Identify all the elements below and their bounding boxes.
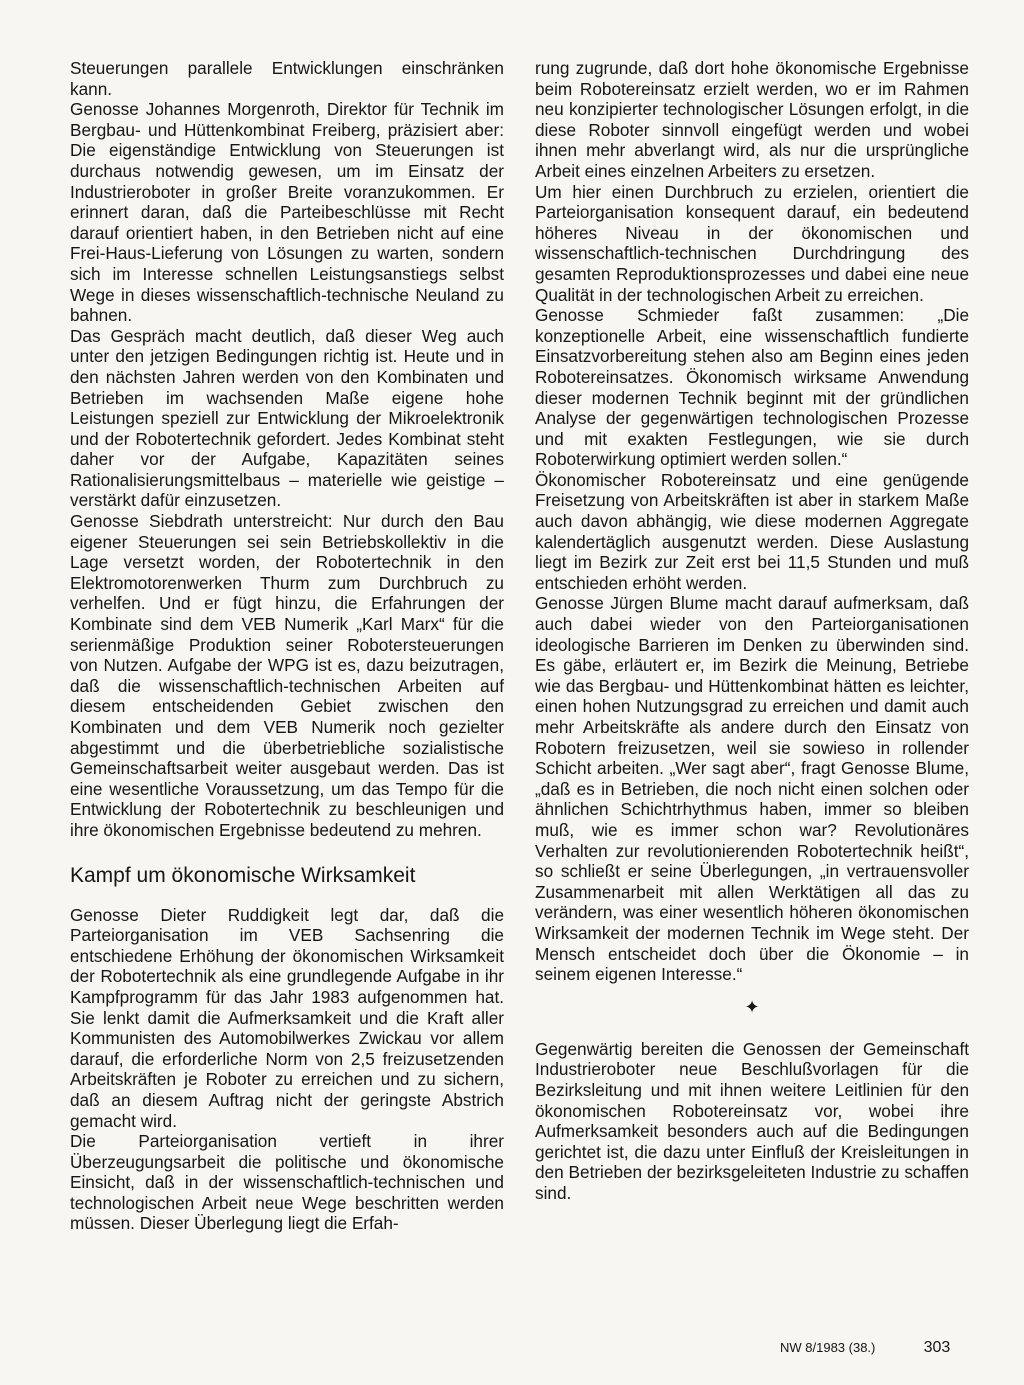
issue-label: NW 8/1983 (38.) xyxy=(780,1340,876,1355)
paragraph: Ökonomischer Robotereinsatz und eine genügende Freisetzung von Arbeitskräften ist aber in starkem Maße auch davon abhängig, wie diese modernen Aggregate kalendertäglich ausgenutzt werden. Diese Auslastung liegt im Bezirk zur Zeit erst bei 11,5 Stunden und muß entschieden erhöht werden. xyxy=(535,469,969,593)
paragraph: Genosse Johannes Morgenroth, Direktor für Technik im Bergbau- und Hüttenkombinat Freiberg, präzisiert aber: Die eigenständige Entwicklung von Steuerungen ist durchaus notwendig gewesen, um im Einsatz der Industrieroboter in großer Breite voranzukommen. Er erinnert daran, daß die Parteibeschlüsse mit Recht darauf orientiert haben, in den Betrieben nicht auf eine Frei-Haus-Lieferung von Lösungen zu warten, sondern sich im Interesse schnellen Leistungsanstiegs selbst Wege in dieses wissenschaftlich-technische Neuland zu bahnen. xyxy=(70,99,504,326)
paragraph: Steuerungen parallele Entwicklungen einschränken kann. xyxy=(70,58,504,99)
paragraph: Gegenwärtig bereiten die Genossen der Gemeinschaft Industrieroboter neue Beschlußvorlagen für die Bezirksleitung und mit ihnen weitere Leitlinien für den ökonomischen Robotereinsatz vor, wobei ihre Aufmerksamkeit besonders auch auf die Bedingungen gerichtet ist, die dazu unter Einfluß der Kreisleitungen in den Betrieben der bezirksgeleiteten Industrie zu schaffen sind. xyxy=(535,1038,969,1203)
section-divider-ornament: ✦ xyxy=(744,996,760,1017)
paragraph: Genosse Dieter Ruddigkeit legt dar, daß die Parteiorganisation im VEB Sachsenring die entschiedene Erhöhung der ökonomischen Wirksamkeit der Robotertechnik als eine grundlegende Aufgabe in ihr Kampfprogramm für das Jahr 1983 aufgenommen hat. Sie lenkt damit die Aufmerksamkeit und die Kraft aller Kommunisten des Automobilwerkes Zwickau vor allem darauf, die erforderliche Norm von 2,5 freizusetzenden Arbeitskräften je Roboter zu erreichen und zu sichern, daß an diesem Auftrag nicht der geringste Abstrich gemacht wird. xyxy=(70,904,504,1131)
paragraph: Genosse Schmieder faßt zusammen: „Die konzeptionelle Arbeit, eine wissenschaftlich fundierte Einsatzvorbereitung stehen also am Beginn eines jeden Robotereinsatzes. Ökonomisch wirksame Anwendung dieser modernen Technik beginnt mit der gründlichen Analyse der gegenwärtigen technologischen Prozesse und mit exakten Festlegungen, wie sie durch Roboterwirkung optimiert werden sollen.“ xyxy=(535,305,969,470)
paragraph: Um hier einen Durchbruch zu erzielen, orientiert die Parteiorganisation konsequent darauf, ein bedeutend höheres Niveau in der ökonomischen und wissenschaftlich-technischen Durchdringung des gesamten Reproduktionsprozesses und dabei eine neue Qualität in der technologischen Arbeit zu erreichen. xyxy=(535,181,969,305)
paragraph: rung zugrunde, daß dort hohe ökonomische Ergebnisse beim Robotereinsatz erzielt werden, wo er im Rahmen neu konzipierter technologischer Lösungen erfolgt, in die diese Roboter sinnvoll eingefügt werden und wobei ihnen mehr abverlangt wird, als nur die ursprüngliche Arbeit eines einzelnen Arbeiters zu ersetzen. xyxy=(535,58,969,181)
paragraph: Genosse Siebdrath unterstreicht: Nur durch den Bau eigener Steuerungen sei sein Betriebskollektiv in die Lage versetzt worden, der Robotertechnik in den Elektromotorenwerken Thurm zum Durchbruch zu verhelfen. Und er fügt hinzu, die Erfahrungen der Kombinate sind dem VEB Numerik „Karl Marx“ für die serienmäßige Produktion seiner Robotersteuerungen von Nutzen. Aufgabe der WPG ist es, dazu beizutragen, daß die wissenschaftlich-technischen Arbeiten auf diesem entscheidenden Gebiet zwischen den Kombinaten und dem VEB Numerik noch gezielter abgestimmt und die überbetriebliche sozialistische Gemeinschaftsarbeit weiter ausgebaut werden. Das ist eine wesentliche Voraussetzung, um das Tempo für die Entwicklung der Robotertechnik zu beschleunigen und ihre ökonomischen Ergebnisse bedeutend zu mehren. xyxy=(70,511,504,840)
page-footer xyxy=(780,1338,970,1358)
page-number: 303 xyxy=(923,1339,951,1356)
paragraph: Das Gespräch macht deutlich, daß dieser Weg auch unter den jetzigen Bedingungen richtig ist. Heute und in den nächsten Jahren werden von den Kombinaten und Betrieben im wachsenden Maße eigene hohe Leistungen speziell zur Entwicklung der Mikroelektronik und der Robotertechnik gefordert. Jedes Kombinat steht daher vor der Aufgabe, Kapazitäten seines Rationalisierungsmittelbaus – materielle wie geistige – verstärkt dafür einzusetzen. xyxy=(70,325,504,511)
paragraph: Genosse Jürgen Blume macht darauf aufmerksam, daß auch dabei wieder von den Parteiorganisationen ideologische Barrieren im Denken zu überwinden sind. Es gäbe, erläutert er, im Bezirk die Meinung, Betriebe wie das Bergbau- und Hüttenkombinat hätten es leichter, einen hohen Nutzungsgrad zu erreichen und damit auch mehr Arbeitskräfte als andere durch den Einsatz von Robotern freizusetzen, weil sie sowieso in rollender Schicht arbeiten. „Wer sagt aber“, fragt Genosse Blume, „daß es in Betrieben, die noch nicht einen solchen oder ähnlichen Schichtrhythmus haben, immer so bleiben muß, wie es immer schon war? Revolutionäres Verhalten zur revolutionierenden Robotertechnik heißt“, so schließt er seine Überlegungen, „in vertrauensvoller Zusammenarbeit mit allen Werktätigen all das zu verändern, was einer wesentlich höheren ökonomischen Wirksamkeit der modernen Technik im Wege steht. Der Mensch entscheidet doch über die Ökonomie – in seinem eigenen Interesse.“ xyxy=(535,593,969,985)
left-column xyxy=(70,58,504,1234)
paragraph: Die Parteiorganisation vertieft in ihrer Überzeugungsarbeit die politische und ökonomische Einsicht, daß in der wissenschaftlich-technischen und technologischen Arbeit neue Wege beschritten werden müssen. Dieser Überlegung liegt die Erfah- xyxy=(70,1131,504,1234)
section-heading: Kampf um ökonomische Wirksamkeit xyxy=(70,863,416,887)
right-column xyxy=(535,58,969,1203)
